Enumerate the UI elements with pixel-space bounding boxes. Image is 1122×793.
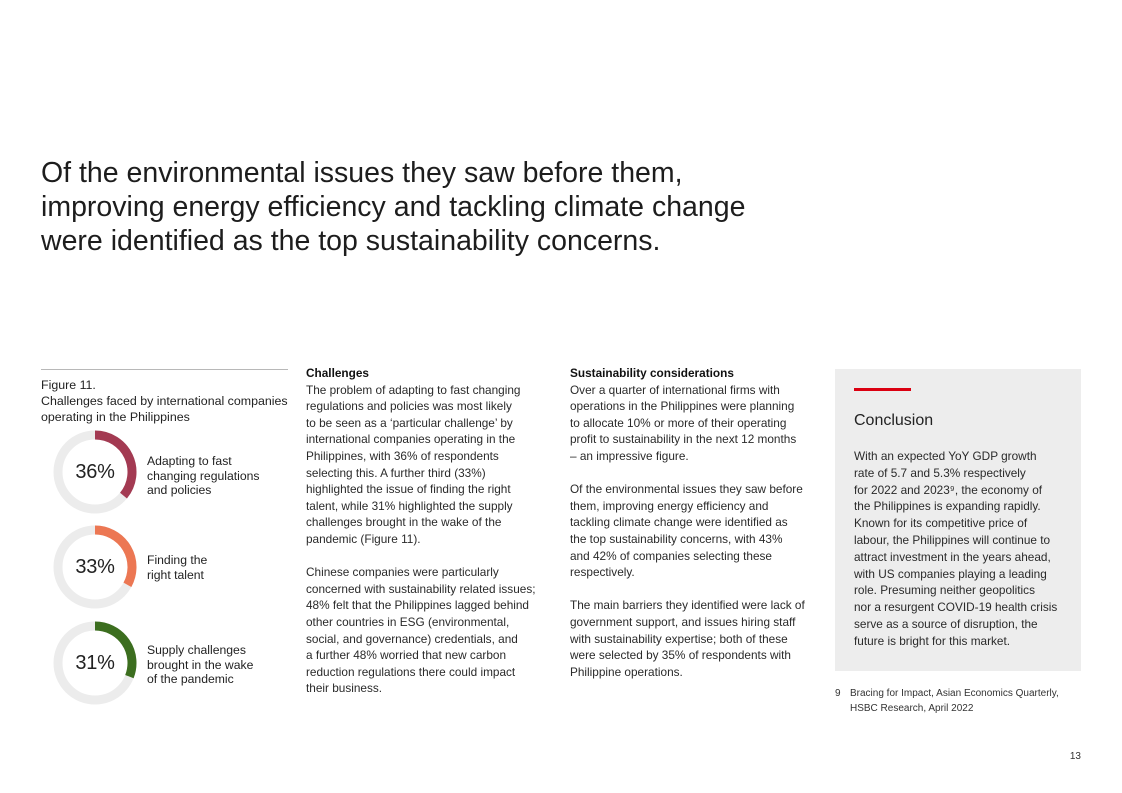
conclusion-title: Conclusion: [854, 412, 934, 429]
figure-title: Challenges faced by international companies operating in the Philippines: [41, 394, 288, 424]
donut-percentage: 31%: [75, 651, 115, 674]
conclusion-accent-bar: [854, 388, 911, 391]
sustainability-paragraph: Of the environmental issues they saw before them, improving energy efficiency and tackling climate change were identified as the top sustainability concerns, with 43% and 42% of companies selecting these respectively.: [570, 482, 803, 580]
conclusion-box: [835, 369, 1081, 671]
donut-chart-item: [52, 429, 302, 515]
donut-percentage: 33%: [75, 555, 115, 578]
footnote-text: Bracing for Impact, Asian Economics Quarterly, HSBC Research, April 2022: [850, 688, 1059, 714]
challenges-paragraph: The problem of adapting to fast changing regulations and policies was most likely to be seen as a ‘particular challenge’ by international companies operating in the Philippines, with 36% of respondents selecting this. A further third (33%) highlighted the issue of finding the right talent, while 31% highlighted the supply challenges brought in the wake of the pandemic (Figure 11).: [306, 382, 521, 546]
donut-label: Finding the right talent: [147, 553, 208, 582]
challenges-heading: Challenges: [306, 366, 369, 380]
figure-label: Figure 11.: [41, 378, 96, 392]
sustainability-paragraph: The main barriers they identified were lack of government support, and issues hiring staff with sustainability expertise; both of these were selected by 35% of respondents with Philippine operations.: [570, 598, 805, 679]
donut-chart-item: [52, 620, 302, 706]
sustainability-column: [570, 365, 825, 697]
page-headline: Of the environmental issues they saw before them, improving energy efficiency and tackling climate change were identified as the top sustainability concerns.: [41, 157, 746, 257]
sustainability-paragraph: Over a quarter of international firms with operations in the Philippines were planning to allocate 10% or more of their operating profit to sustainability in the next 12 months – an impressive figure.: [570, 382, 797, 463]
figure-divider: [41, 369, 288, 370]
donut-percentage: 36%: [75, 460, 115, 483]
donut-label: Adapting to fast changing regulations and policies: [147, 454, 260, 497]
challenges-column: [306, 365, 556, 713]
page-number: 13: [1069, 751, 1081, 762]
footnote-number: 9: [835, 688, 841, 699]
conclusion-text: With an expected YoY GDP growth rate of 5.7 and 5.3% respectively for 2022 and 2023⁹, the economy of the Philippines is expanding rapidly. Known for its competitive price of labour, the Philippines will continue to attract investment in the years ahead, with US companies playing a leading role. Presuming neither geopolitics nor a resurgent COVID-19 health crisis serve as a source of disruption, the future is bright for this market.: [854, 449, 1058, 648]
donut-label: Supply challenges brought in the wake of the pandemic: [147, 643, 254, 686]
challenges-paragraph: Chinese companies were particularly concerned with sustainability related issues; 48% felt that the Philippines lagged behind other countries in ESG (environmental, social, and governance) credentials, and a further 48% worried that new carbon reduction regulations there could impact their business.: [306, 565, 536, 696]
donut-chart-item: [52, 524, 302, 610]
sustainability-heading: Sustainability considerations: [570, 366, 734, 380]
